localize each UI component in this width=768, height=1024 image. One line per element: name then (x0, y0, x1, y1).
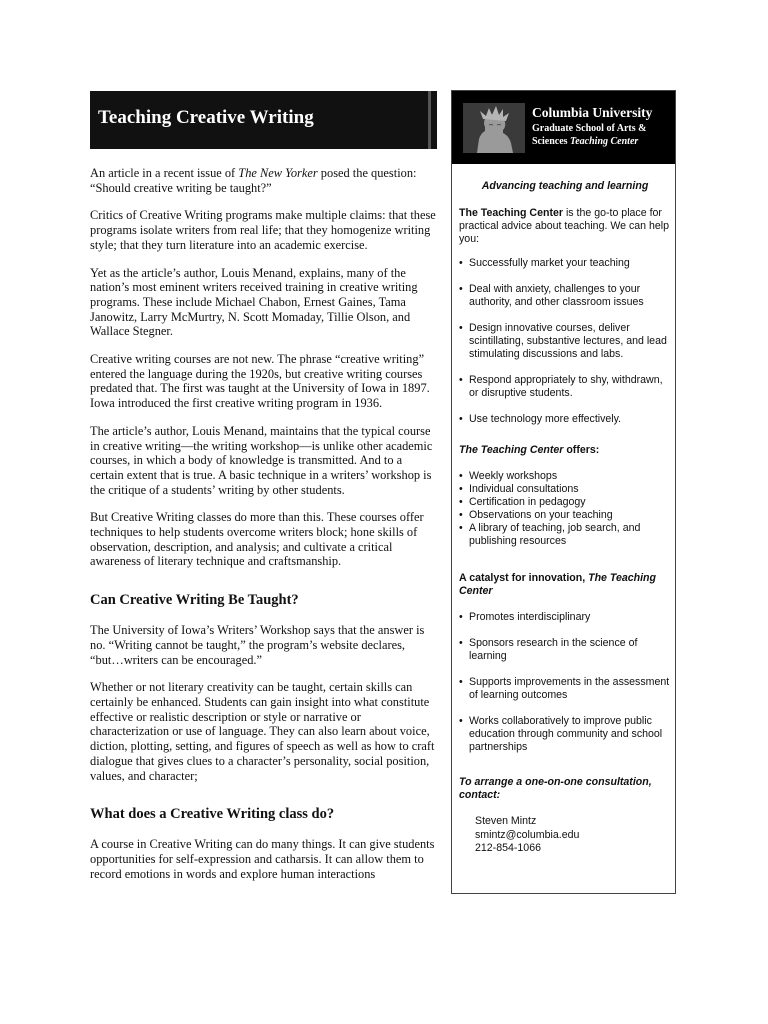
catalyst-text: A catalyst for innovation, (459, 572, 589, 584)
contact-block (459, 815, 671, 856)
sidebar-body (459, 180, 671, 856)
skills-paragraph: Whether or not literary creativity can be taught, certain skills can certainly be enhanced. Students can gain insight into what constitute effective or realistic description or style or narrative or characterization or use of language. They can also learn about voice, diction, plotting, setting, and figures of speech as well as how to craft dialogue that gives clues to a character’s personality, social position, values, and character; (90, 680, 435, 783)
list-item: • Individual consultations (459, 483, 671, 496)
institution-name: Columbia University (532, 105, 653, 120)
statue-head-logo (463, 103, 525, 153)
list-item: • Observations on your teaching (459, 509, 671, 522)
list-item: • Sponsors research in the science of learning (459, 637, 671, 663)
history-paragraph: Creative writing courses are not new. The phrase “creative writing” entered the language during the 1920s, but creative writing courses predated that. The first was taught at the University of Iowa in 1897. Iowa introduced the first creative writing program in 1936. (90, 352, 430, 411)
list-item: • Use technology more effectively. (459, 413, 671, 426)
school-line: Graduate School of Arts & (532, 123, 647, 134)
list-item: • Certification in pedagogy (459, 496, 671, 509)
offers-text: offers: (563, 444, 600, 456)
intro-question: posed the question: “Should creative writing be taught?” (90, 166, 417, 195)
offers-list (459, 470, 671, 548)
critics-paragraph: Critics of Creative Writing programs make multiple claims: that these programs isolate writers from real life; that they homogenize writing style; that they turn literature into an academic exercise. (90, 208, 436, 252)
offers-heading (459, 444, 671, 457)
list-item: • A library of teaching, job search, and publishing resources (459, 522, 671, 548)
list-item: • Works collaboratively to improve public education through community and school partnerships (459, 715, 671, 754)
sidebar-intro-text: is the go-to place for practical advice about teaching. We can help you: (459, 207, 670, 245)
intro-text: An article in a recent issue of (90, 166, 239, 180)
catalyst-heading (459, 572, 671, 598)
list-item: • Weekly workshops (459, 470, 671, 483)
title-banner (90, 91, 437, 149)
teaching-center-sidebar (451, 90, 676, 894)
catalyst-center-name: The Teaching Center (459, 572, 656, 597)
list-item: • Successfully market your teaching (459, 257, 671, 270)
list-item: • Respond appropriately to shy, withdrawn, or disruptive students. (459, 374, 671, 400)
contact-phone: 212-854-1066 (475, 842, 541, 854)
intro-paragraph (90, 166, 438, 195)
banner-stripe (428, 91, 431, 149)
list-item: • Deal with anxiety, challenges to your authority, and other classroom issues (459, 283, 671, 309)
class-paragraph: A course in Creative Writing can do many things. It can give students opportunities for self-expression and catharsis. It can allow them to record emotions in words and explore human interactions (90, 837, 435, 881)
page-title: Teaching Creative Writing (98, 107, 314, 128)
list-item: • Promotes interdisciplinary (459, 611, 671, 624)
catalyst-list (459, 611, 671, 754)
menand-paragraph: Yet as the article’s author, Louis Menand, explains, many of the nation’s most eminent writers received training in creative writing programs. These include Michael Chabon, Ernest Gaines, Tama Janowitz, Larry McMurtry, N. Scott Momaday, Tillie Olson, and Wallace Stegner. (90, 265, 418, 339)
offers-center-name: The Teaching Center (459, 444, 564, 456)
sidebar-intro (459, 207, 671, 246)
center-line (532, 136, 638, 147)
center-name-bold: The Teaching Center (459, 207, 563, 219)
more-paragraph: But Creative Writing classes do more than this. These courses offer techniques to help students overcome writers block; hone skills of observation, description, and analysis; and cultivate a critical awareness of literary technique and craftsmanship. (90, 510, 424, 569)
article-body (90, 166, 438, 894)
help-list (459, 257, 671, 426)
center-line-prefix: Sciences (532, 136, 571, 147)
heading-class-do: What does a Creative Writing class do? (90, 806, 335, 823)
list-item: • Supports improvements in the assessment of learning outcomes (459, 676, 671, 702)
statue-head-icon (463, 103, 525, 153)
magazine-name: The New Yorker (238, 166, 318, 180)
center-line-name: Teaching Center (570, 136, 639, 147)
arrange-heading: To arrange a one-on-one consultation, contact: (459, 776, 652, 801)
contact-email[interactable]: smintz@columbia.edu (475, 828, 580, 841)
heading-can-be-taught: Can Creative Writing Be Taught? (90, 592, 299, 609)
workshop-paragraph: The article’s author, Louis Menand, maintains that the typical course in creative writing—the writing workshop—is unlike other academic courses, in which a body of knowledge is transmitted. And to a certain extent that is true. A basic technique in a writers’ workshop is the critique of a students’ writing by other students. (90, 423, 433, 497)
iowa-paragraph: The University of Iowa’s Writers’ Workshop says that the answer is no. “Writing cannot be taught,” the program’s website declares, “but…writers can be encouraged.” (90, 623, 425, 667)
contact-name: Steven Mintz (475, 815, 537, 827)
sidebar-tagline: Advancing teaching and learning (481, 180, 649, 192)
list-item: • Design innovative courses, deliver scintillating, substantive lectures, and lead stimulating discussions and labs. (459, 322, 671, 361)
sidebar-header (452, 91, 675, 164)
